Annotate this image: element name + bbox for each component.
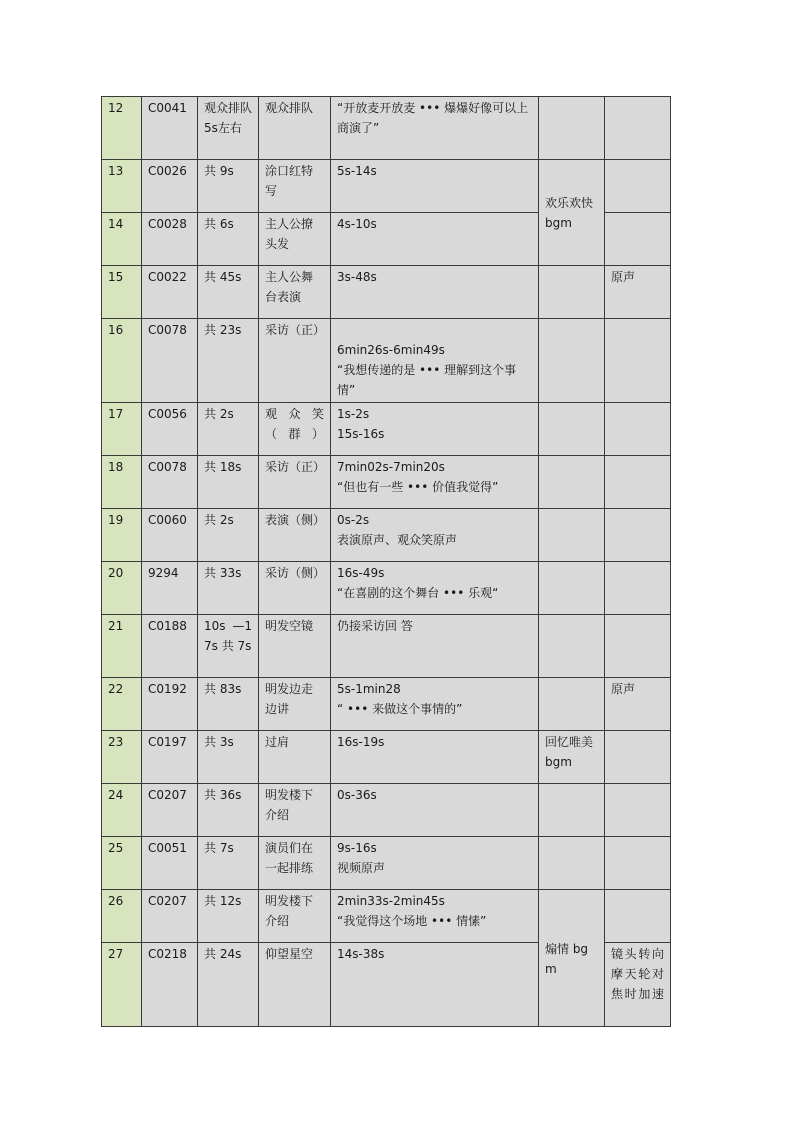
music-cell: [539, 319, 605, 403]
clip-code: C0026: [142, 160, 198, 213]
shot-number: 12: [102, 97, 142, 160]
clip-content: [331, 890, 539, 943]
scene-description: 观众排队: [259, 97, 331, 160]
clip-duration: 共 9s: [198, 160, 259, 213]
content-line: 4s-10s: [337, 217, 377, 231]
note-cell: [605, 213, 671, 266]
clip-duration: 共 33s: [198, 562, 259, 615]
clip-code: C0207: [142, 784, 198, 837]
shot-number: 20: [102, 562, 142, 615]
clip-code: C0060: [142, 509, 198, 562]
scene-description: 采访（侧）: [259, 562, 331, 615]
table-row: [102, 678, 671, 731]
table-row: [102, 784, 671, 837]
note-cell: [605, 319, 671, 403]
table-row: [102, 160, 671, 213]
clip-code: C0056: [142, 403, 198, 456]
clip-content: [331, 731, 539, 784]
clip-content: [331, 319, 539, 403]
clip-duration: 共 6s: [198, 213, 259, 266]
clip-content: [331, 456, 539, 509]
shot-number: 22: [102, 678, 142, 731]
shot-list-table: [101, 96, 671, 1027]
content-line: “ ••• 来做这个事情的”: [337, 702, 463, 716]
clip-content: [331, 266, 539, 319]
table-row: [102, 562, 671, 615]
scene-description: 明发边走边讲: [259, 678, 331, 731]
content-line: 7min02s-7min20s: [337, 460, 445, 474]
music-cell: [539, 837, 605, 890]
clip-content: [331, 562, 539, 615]
shot-number: 15: [102, 266, 142, 319]
clip-duration: 共 3s: [198, 731, 259, 784]
content-line: 0s-2s: [337, 513, 370, 527]
clip-duration: 10s —17s 共 7s: [198, 615, 259, 678]
clip-code: 9294: [142, 562, 198, 615]
scene-description: 主人公撩头发: [259, 213, 331, 266]
note-cell: 原声: [605, 678, 671, 731]
clip-content: [331, 97, 539, 160]
clip-code: C0078: [142, 319, 198, 403]
content-line: 14s-38s: [337, 947, 385, 961]
clip-content: [331, 784, 539, 837]
table-row: [102, 319, 671, 403]
clip-code: C0207: [142, 890, 198, 943]
scene-description: 明发空镜: [259, 615, 331, 678]
note-cell: [605, 509, 671, 562]
content-line: “我想传递的是 ••• 理解到这个事情”: [337, 363, 517, 397]
scene-description: 主人公舞台表演: [259, 266, 331, 319]
content-line: 表演原声、观众笑原声: [337, 533, 458, 547]
scene-description: 采访（正）: [259, 319, 331, 403]
scene-description: 采访（正）: [259, 456, 331, 509]
clip-code: C0028: [142, 213, 198, 266]
table-row: [102, 837, 671, 890]
content-line: “在喜剧的这个舞台 ••• 乐观“: [337, 586, 499, 600]
content-line: 2min33s-2min45s: [337, 894, 445, 908]
music-cell: [539, 266, 605, 319]
music-cell: 回忆唯美 bgm: [539, 731, 605, 784]
clip-duration: 观众排队5s左右: [198, 97, 259, 160]
music-cell: [539, 678, 605, 731]
shot-number: 25: [102, 837, 142, 890]
shot-number: 21: [102, 615, 142, 678]
clip-code: C0218: [142, 943, 198, 1027]
music-cell: [539, 615, 605, 678]
clip-content: [331, 678, 539, 731]
music-cell: [539, 97, 605, 160]
blank-line: [337, 320, 532, 340]
note-cell: 镜头转向摩天轮对焦时加速: [605, 943, 671, 1027]
music-cell: [539, 784, 605, 837]
clip-duration: 共 24s: [198, 943, 259, 1027]
table-row: [102, 97, 671, 160]
content-line: 9s-16s: [337, 841, 377, 855]
shot-number: 19: [102, 509, 142, 562]
content-line: 5s-14s: [337, 164, 377, 178]
clip-content: [331, 213, 539, 266]
scene-description: 明发楼下介绍: [259, 890, 331, 943]
content-line: 视频原声: [337, 861, 386, 875]
note-cell: [605, 890, 671, 943]
content-line: “我觉得这个场地 ••• 情愫”: [337, 914, 487, 928]
content-line: “开放麦开放麦 ••• 爆爆好像可以上商演了”: [337, 101, 529, 135]
clip-duration: 共 83s: [198, 678, 259, 731]
clip-duration: 共 7s: [198, 837, 259, 890]
content-line: 3s-48s: [337, 270, 377, 284]
scene-description: 明发楼下介绍: [259, 784, 331, 837]
table-row: [102, 403, 671, 456]
table-row: [102, 890, 671, 943]
clip-duration: 共 2s: [198, 403, 259, 456]
clip-content: [331, 943, 539, 1027]
clip-code: C0078: [142, 456, 198, 509]
scene-description: 观众笑（群）: [259, 403, 331, 456]
shot-number: 16: [102, 319, 142, 403]
clip-content: [331, 837, 539, 890]
shot-number: 24: [102, 784, 142, 837]
clip-code: C0041: [142, 97, 198, 160]
table-row: [102, 509, 671, 562]
content-line: 16s-19s: [337, 735, 385, 749]
scene-description: 仰望星空: [259, 943, 331, 1027]
clip-duration: 共 45s: [198, 266, 259, 319]
clip-code: C0197: [142, 731, 198, 784]
clip-code: C0022: [142, 266, 198, 319]
scene-description: 过肩: [259, 731, 331, 784]
shot-number: 17: [102, 403, 142, 456]
note-cell: [605, 456, 671, 509]
clip-content: [331, 160, 539, 213]
shot-number: 26: [102, 890, 142, 943]
clip-duration: 共 12s: [198, 890, 259, 943]
music-cell: 欢乐欢快 bgm: [539, 160, 605, 266]
clip-duration: 共 23s: [198, 319, 259, 403]
clip-content: [331, 509, 539, 562]
table-row: [102, 731, 671, 784]
shot-number: 13: [102, 160, 142, 213]
clip-code: C0192: [142, 678, 198, 731]
content-line: 16s-49s: [337, 566, 385, 580]
scene-description: 涂口红特写: [259, 160, 331, 213]
note-cell: [605, 784, 671, 837]
clip-code: C0188: [142, 615, 198, 678]
content-line: 15s-16s: [337, 427, 385, 441]
note-cell: [605, 731, 671, 784]
music-cell: [539, 456, 605, 509]
clip-content: [331, 403, 539, 456]
note-cell: [605, 615, 671, 678]
clip-duration: 共 36s: [198, 784, 259, 837]
content-line: “但也有一些 ••• 价值我觉得”: [337, 480, 499, 494]
music-cell: [539, 562, 605, 615]
shot-number: 23: [102, 731, 142, 784]
note-cell: [605, 837, 671, 890]
table-row: [102, 615, 671, 678]
content-line: 5s-1min28: [337, 682, 401, 696]
music-cell: [539, 403, 605, 456]
shot-number: 18: [102, 456, 142, 509]
content-line: 0s-36s: [337, 788, 377, 802]
note-cell: [605, 97, 671, 160]
table-row: [102, 266, 671, 319]
shot-number: 27: [102, 943, 142, 1027]
note-cell: [605, 160, 671, 213]
clip-duration: 共 2s: [198, 509, 259, 562]
clip-code: C0051: [142, 837, 198, 890]
content-line: 1s-2s: [337, 407, 370, 421]
table-row: [102, 456, 671, 509]
note-cell: [605, 562, 671, 615]
content-line: 6min26s-6min49s: [337, 343, 445, 357]
scene-description: 演员们在一起排练: [259, 837, 331, 890]
clip-content: [331, 615, 539, 678]
music-cell: [539, 509, 605, 562]
clip-duration: 共 18s: [198, 456, 259, 509]
shot-number: 14: [102, 213, 142, 266]
note-cell: 原声: [605, 266, 671, 319]
note-cell: [605, 403, 671, 456]
music-cell: 煽情 bgm: [539, 890, 605, 1027]
scene-description: 表演（侧）: [259, 509, 331, 562]
content-line: 仍接采访回 答: [337, 619, 413, 633]
